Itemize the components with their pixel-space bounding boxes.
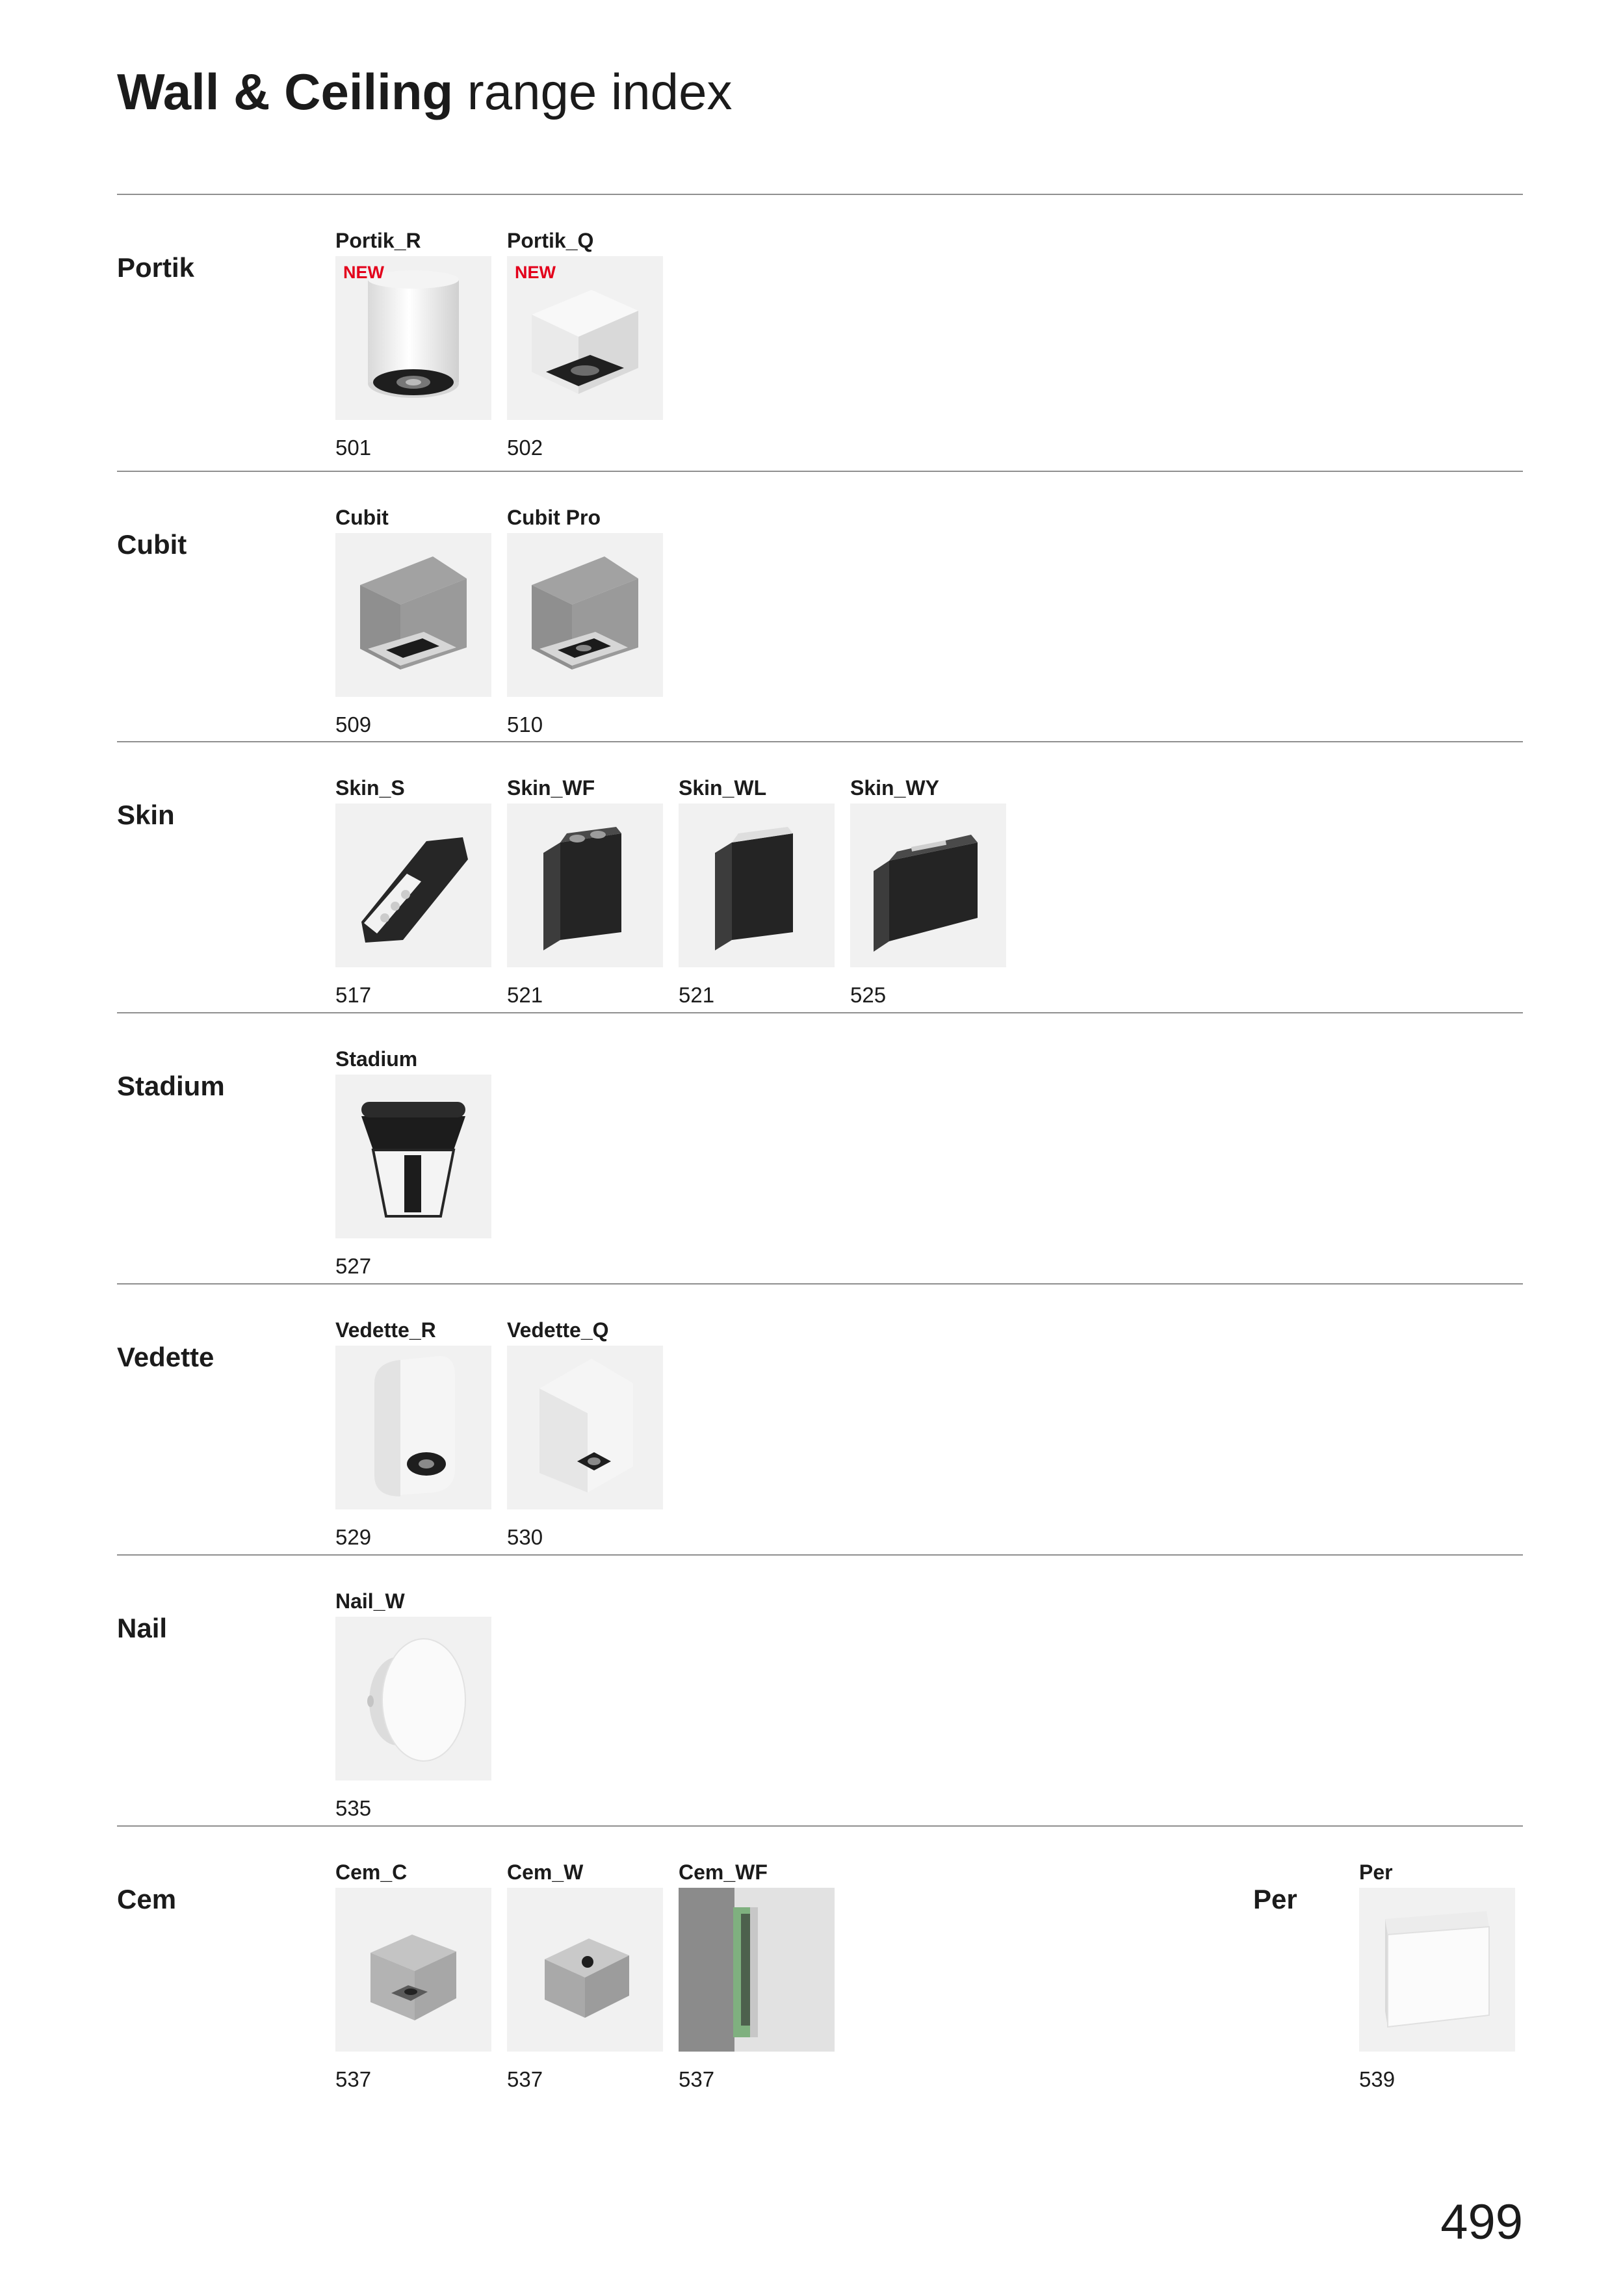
product-image[interactable] [1359,1888,1515,2052]
product-name: Skin_WY [850,776,939,800]
product-page-number: 525 [850,983,887,1007]
trapezoid-lamp-black-icon [335,1075,491,1238]
section-divider [117,741,1523,742]
product-page-number: 517 [335,983,372,1007]
family-label-portik: Portik [117,252,195,283]
product-name: Cem_WF [679,1860,768,1884]
product-page-number: 535 [335,1796,372,1820]
family-label-skin: Skin [117,800,175,830]
page-number: 499 [1440,2195,1523,2250]
product-image[interactable] [850,803,1006,967]
product-image[interactable] [507,533,663,697]
wall-black-updown-icon [507,803,663,967]
product-image[interactable] [335,1075,491,1238]
product-name: Stadium [335,1047,418,1071]
product-name: Cubit [335,506,389,529]
disc-wall-white-icon [335,1617,491,1781]
product-image[interactable] [507,256,663,420]
section-divider [117,471,1523,472]
slim-ceiling-black-icon [335,803,491,967]
page-title [117,63,733,120]
box-wall-white-icon [1359,1888,1515,2052]
family-label-stadium: Stadium [117,1071,225,1101]
product-image[interactable] [335,1888,491,2052]
product-page-number: 530 [507,1525,543,1549]
product-page-number: 521 [507,983,543,1007]
family-label-cem: Cem [117,1884,177,1914]
product-page-number: 521 [679,983,715,1007]
product-name: Per [1359,1860,1393,1884]
concrete-cube-wall-icon [507,1888,663,2052]
product-name: Skin_WF [507,776,595,800]
product-image[interactable] [507,1888,663,2052]
recessed-wall-green-icon [679,1888,835,2052]
product-image[interactable] [335,1617,491,1781]
product-name: Portik_Q [507,229,594,252]
product-name: Cem_W [507,1860,584,1884]
family-label-cubit: Cubit [117,529,187,560]
product-page-number: 502 [507,436,543,460]
family-label-nail: Nail [117,1613,168,1643]
product-name: Cubit Pro [507,506,601,529]
section-divider [117,1283,1523,1285]
product-name: Vedette_Q [507,1318,609,1342]
product-image[interactable] [335,533,491,697]
family-label-vedette: Vedette [117,1342,214,1372]
new-badge: NEW [343,263,384,282]
wall-black-plain-icon [679,803,835,967]
wall-black-wide-icon [850,803,1006,967]
product-image[interactable] [679,803,835,967]
section-divider [117,1825,1523,1827]
product-image[interactable] [335,256,491,420]
section-divider [117,1554,1523,1556]
concrete-cube-ceiling-icon [335,1888,491,2052]
cube-downlight-grey-pro-icon [507,533,663,697]
wall-square-white-icon [507,1346,663,1509]
cube-downlight-grey-icon [335,533,491,697]
product-name: Portik_R [335,229,421,252]
title-rest: range index [453,63,733,120]
product-image[interactable] [335,803,491,967]
product-name: Cem_C [335,1860,408,1884]
section-divider [117,1012,1523,1013]
product-page-number: 537 [679,2067,715,2091]
product-page-number: 539 [1359,2067,1396,2091]
product-page-number: 529 [335,1525,372,1549]
product-page-number: 510 [507,712,543,737]
product-image[interactable] [335,1346,491,1509]
product-page-number: 509 [335,712,372,737]
product-name: Nail_W [335,1589,405,1613]
product-page-number: 501 [335,436,372,460]
product-page-number: 537 [335,2067,372,2091]
product-image[interactable] [507,1346,663,1509]
product-image[interactable] [679,1888,835,2052]
product-name: Skin_WL [679,776,767,800]
new-badge: NEW [515,263,556,282]
product-page-number: 537 [507,2067,543,2091]
family-label-per: Per [1253,1884,1297,1914]
product-image[interactable] [507,803,663,967]
wall-round-white-icon [335,1346,491,1509]
title-bold: Wall & Ceiling [117,63,454,120]
section-divider [117,194,1523,195]
product-name: Skin_S [335,776,405,800]
product-name: Vedette_R [335,1318,436,1342]
product-page-number: 527 [335,1254,372,1278]
